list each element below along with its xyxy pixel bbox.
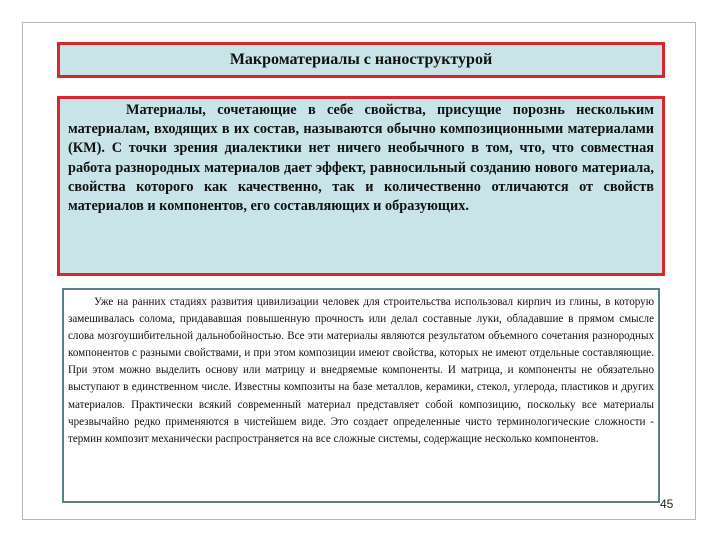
body-paragraph: Уже на ранних стадиях развития цивилизации человек для строительства использовал кирпич из глины, в которую замешивалась солома, придававшая повышенную прочность или делал составные луки, обладавшие в прямом смысле слова мозгоушибительной дальнобойностью. Все эти материалы являются результатом объемного сочетания разнородных компонентов с разными свойствами, и при этом композиции имеют свойства, которых не имеют отдельные составляющие. При этом можно выделить основу или матрицу и внедряемые компоненты. И матрица, и компоненты не обязательно выступают в единственном числе. Известны композиты на базе металлов, керамики, стекол, углерода, пластиков и других материалов. Практически всякий современный материал представляет собой композицию, поскольку все материалы чрезвычайно редко применяются в чистейшем виде. Это создает определенные чисто терминологические сложности - термин композит механически распространяется на все сложные системы, содержащие несколько компонентов.: [62, 288, 660, 503]
slide-title: Макроматериалы с наноструктурой: [57, 42, 665, 78]
definition-paragraph: Материалы, сочетающие в себе свойства, присущие порознь нескольким материалам, входящих в их состав, называются обычно композиционными материалами (КМ). С точки зрения диалектики нет ничего необычного в том, что, что совместная работа разнородных материалов дает эффект, равносильный созданию нового материала, свойства которого как качественно, так и количественно отличаются от свойств материалов и компонентов, его составляющих и образующих.: [57, 96, 665, 276]
page-number: 45: [660, 497, 674, 511]
